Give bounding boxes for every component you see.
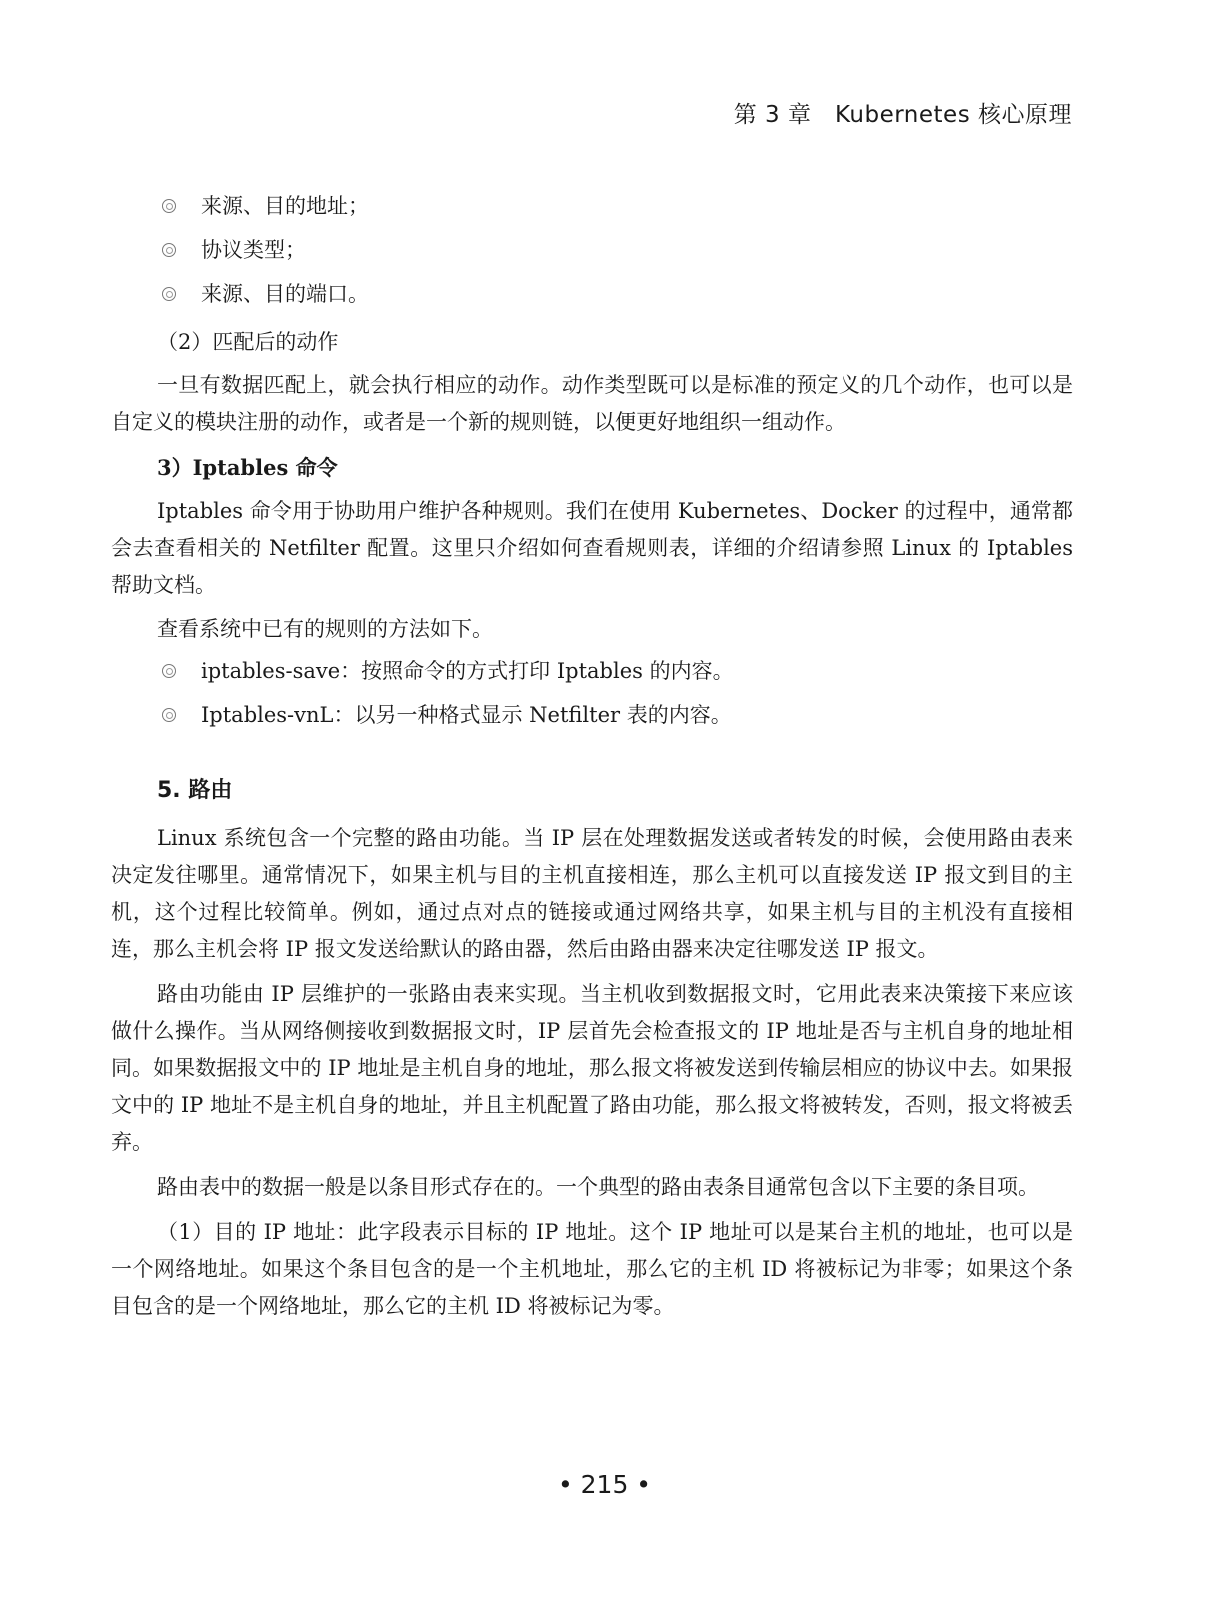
paragraph-text: 路由功能由 IP 层维护的一张路由表来实现。当主机收到数据报文时，它用此表来决策接下来应该做什么操作。当从网络侧接收到数据报文时，IP 层首先会检查报文的 IP 地址是否与主机自身的地址相同。如果数据报文中的 IP 地址是主机自身的地址，那么报文将被发送到传输层相应的协议中去。如果报文中的 IP 地址不是主机自身的地址，并且主机配置了路由功能，那么报文将被转发，否则，报文将被丢弃。: [111, 982, 1073, 1154]
paragraph-text: （1）目的 IP 地址：此字段表示目标的 IP 地址。这个 IP 地址可以是某台主机的地址，也可以是一个网络地址。如果这个条目包含的是一个主机地址，那么它的主机 ID 将被标记为非零；如果这个条目包含的是一个网络地址，那么它的主机 ID 将被标记为零。: [111, 1220, 1073, 1318]
page-number: • 215 •: [557, 1470, 652, 1499]
iptables-heading: 3）Iptables 命令: [157, 455, 338, 480]
double-circle-bullet-icon: [162, 243, 176, 257]
list-item: [162, 191, 369, 221]
double-circle-bullet-icon: [162, 708, 176, 722]
list-item: [162, 656, 734, 686]
paragraph: [111, 493, 1073, 604]
list-item: [162, 279, 369, 309]
list-item-text: 来源、目的地址；: [201, 194, 369, 218]
paragraph-text: 一旦有数据匹配上，就会执行相应的动作。动作类型既可以是标准的预定义的几个动作，也可以是自定义的模块注册的动作，或者是一个新的规则链，以便更好地组织一组动作。: [111, 373, 1073, 434]
list-item-text: 协议类型；: [201, 238, 306, 262]
view-rules-intro: 查看系统中已有的规则的方法如下。: [157, 617, 493, 641]
double-circle-bullet-icon: [162, 199, 176, 213]
list-item-text: Iptables-vnL：以另一种格式显示 Netfilter 表的内容。: [201, 703, 732, 727]
paragraph: [111, 367, 1073, 441]
paragraph-text: Linux 系统包含一个完整的路由功能。当 IP 层在处理数据发送或者转发的时候，会使用路由表来决定发往哪里。通常情况下，如果主机与目的主机直接相连，那么主机可以直接发送 IP 报文到目的主机，这个过程比较简单。例如，通过点对点的链接或通过网络共享，如果主机与目的主机没有直接相连，那么主机会将 IP 报文发送给默认的路由器，然后由路由器来决定往哪发送 IP 报文。: [111, 826, 1073, 961]
running-header: 第 3 章 Kubernetes 核心原理: [733, 102, 1072, 128]
subheading-action: （2）匹配后的动作: [157, 330, 339, 354]
double-circle-bullet-icon: [162, 664, 176, 678]
section-heading: 5. 路由: [157, 778, 233, 803]
list-item: [162, 700, 732, 730]
list-item-text: 来源、目的端口。: [201, 282, 369, 306]
routing-section: [111, 820, 1073, 1325]
double-circle-bullet-icon: [162, 287, 176, 301]
list-item-text: iptables-save：按照命令的方式打印 Iptables 的内容。: [201, 659, 734, 683]
list-item: [162, 235, 306, 265]
paragraph-text: 路由表中的数据一般是以条目形式存在的。一个典型的路由表条目通常包含以下主要的条目项。: [157, 1175, 1039, 1199]
paragraph-text: Iptables 命令用于协助用户维护各种规则。我们在使用 Kubernetes、Docker 的过程中，通常都会去查看相关的 Netfilter 配置。这里只介绍如何查看规则表，详细的介绍请参照 Linux 的 Iptables 帮助文档。: [111, 499, 1073, 597]
